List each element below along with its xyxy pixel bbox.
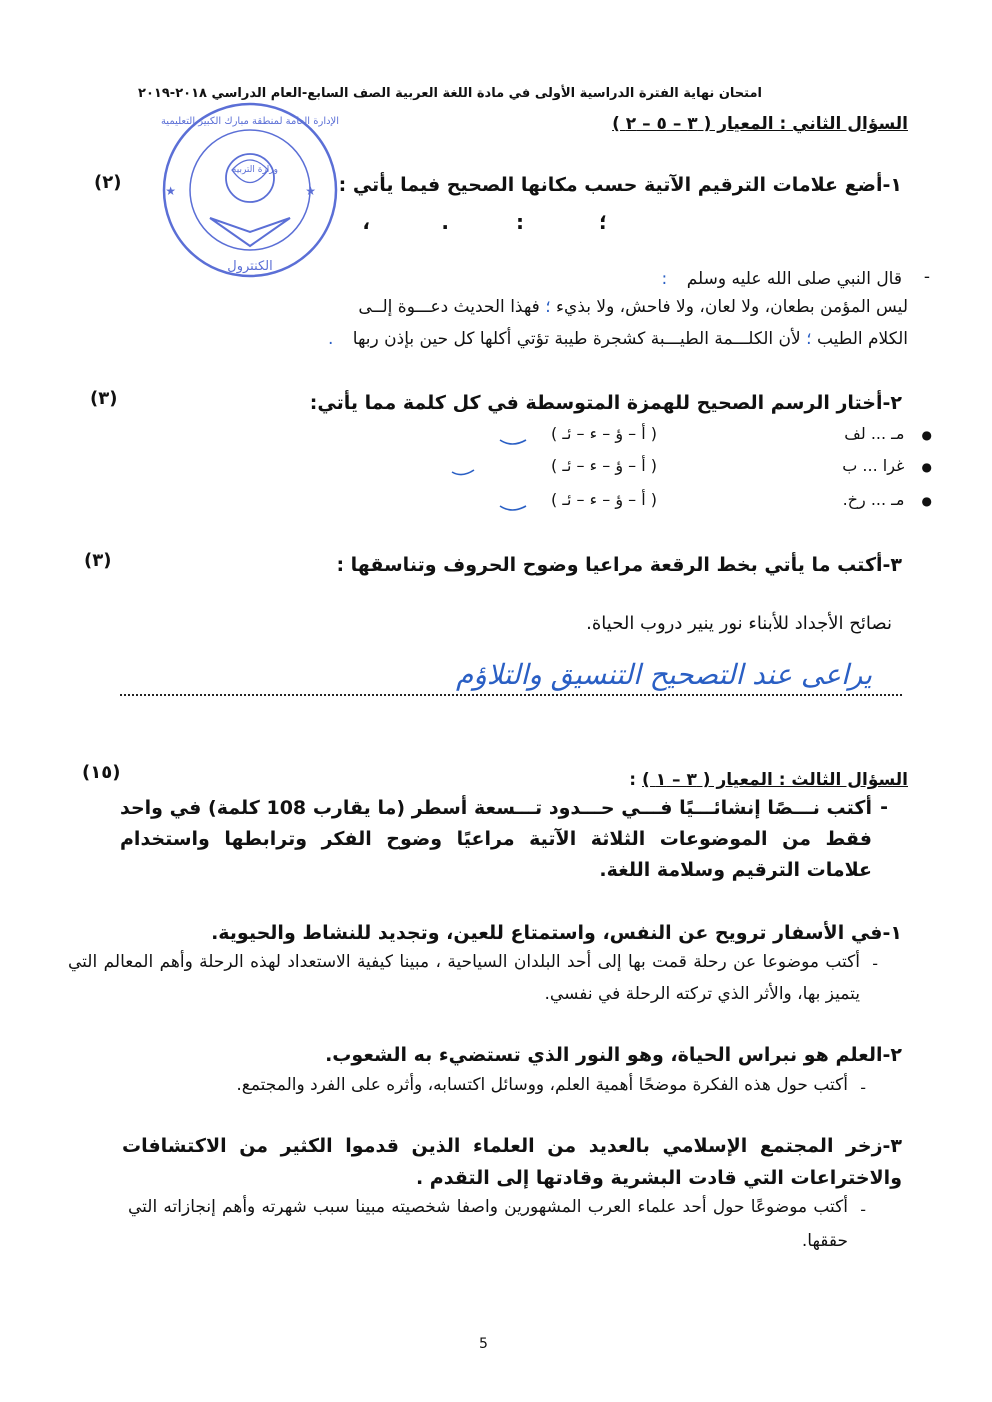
passage-line-3-text: الكلام الطيب [816, 329, 908, 349]
topic-task: أكتب موضوعًا حول أحد علماء العرب المشهورين واصفا شخصيته مبينا سبب شهرته وأهم إنجازاته التي حققها. [128, 1197, 848, 1251]
q2-part2-instruction: ٢-أختار الرسم الصحيح للهمزة المتوسطة في كل كلمة مما يأتي: [309, 392, 902, 414]
handwritten-answer-semicolon-2: ؛ [806, 329, 812, 349]
seal-star-icon: ★ [305, 184, 316, 198]
topic-task: أكتب موضوعا عن رحلة قمت بها إلى أحد البلدان السياحية ، مبينا كيفية الاستعداد لهذه الرحلة وأهم المعالم التي يتميز بها، والأثر الذي تركته الرحلة في نفسي. [68, 952, 860, 1004]
q3-intro: أكتب نـــصًا إنشائـــيًا فـــي حـــدود تـــسعة أسطر (ما يقارب 108 كلمة) في واحد فقط من الموضوعات الثلاثة الآتية مراعيًا وضوح الفكر وترابطها واستخدام علامات الترقيم وسلامة اللغة. [120, 797, 872, 881]
hamza-word: مـ ... رخ. [842, 490, 905, 509]
hamza-word: مـ ... لف [844, 424, 905, 443]
ruqaa-sentence: نصائح الأجداد للأبناء نور ينير دروب الحياة. [586, 613, 892, 634]
exam-header: امتحان نهاية الفترة الدراسية الأولى في مادة اللغة العربية الصف السابع-العام الدراسي ٢٠١٨-٢٠١٩ [138, 86, 762, 101]
page-number: 5 [479, 1336, 488, 1352]
passage-line-1-text: قال النبي صلى الله عليه وسلم [686, 269, 902, 289]
topic-heading: ٣-زخر المجتمع الإسلامي بالعديد من العلماء الذين قدموا الكثير من الاكتشافات والاختراعات التي قادت البشرية وقادتها إلى التقدم . [122, 1135, 902, 1189]
passage-line-2 [358, 292, 908, 323]
topic-heading: ١-في الأسفار ترويح عن النفس، واستمتاع للعين، وتجديد للنشاط والحيوية. [211, 922, 902, 944]
bullet-dash: - [860, 1200, 866, 1219]
handwritten-hamza-marks [440, 420, 580, 520]
handwritten-answer-colon: : [661, 269, 668, 289]
handwritten-answer-semicolon: ؛ [545, 297, 551, 317]
hamza-options: ( أ – ؤ – ء – ئـ ) [550, 424, 657, 443]
seal-star-icon: ★ [165, 184, 176, 198]
bullet-dot-icon: ● [921, 494, 932, 508]
seal-text-bottom: الكنترول [227, 259, 273, 274]
bullet-dash: - [872, 954, 878, 973]
q3-title-colon: : [629, 770, 637, 790]
passage-line-3-rest: لأن الكلـــمة الطيـــبة كشجرة طيبة تؤتي أكلها كل حين بإذن ربها [352, 329, 801, 349]
q3-intro-dash: - [880, 796, 888, 818]
q3-title-row [629, 770, 908, 790]
official-seal-stamp [160, 100, 340, 280]
topic-heading: ٢-العلم هو نبراس الحياة، وهو النور الذي تستضيء به الشعوب. [325, 1044, 902, 1066]
q2-part3-instruction: ٣-أكتب ما يأتي بخط الرقعة مراعيا وضوح الحروف وتناسقها : [336, 554, 902, 576]
q2-part3-marks: (٣) [84, 550, 112, 571]
hamza-word: غرا ... ب [842, 456, 905, 475]
punct-symbol-comma: ، [362, 210, 370, 234]
punct-symbol-semicolon: ؛ [599, 210, 607, 234]
hamza-options: ( أ – ؤ – ء – ئـ ) [550, 456, 657, 475]
handwritten-answer: يراعى عند التصحيح التنسيق والتلاؤم [456, 658, 872, 691]
passage-line-2-rest: فهذا الحديث دعـــوة إلــى [358, 297, 540, 317]
seal-text-top: الإدارة العامة لمنطقة مبارك الكبير التعليمية [160, 116, 340, 127]
q2-part1-instruction: ١-أضع علامات الترقيم الآتية حسب مكانها الصحيح فيما يأتي : [338, 174, 902, 196]
bullet-dash: - [860, 1078, 866, 1097]
handwritten-answer-period: . [327, 329, 334, 349]
q3-title: السؤال الثالث : المعيار ( ٣ – ١ ) [642, 770, 908, 790]
bullet-dot-icon: ● [921, 460, 932, 474]
passage-line-3 [328, 324, 908, 355]
bullet-dot-icon: ● [921, 428, 932, 442]
bullet-dash: - [923, 267, 930, 287]
topic-task: أكتب حول هذه الفكرة موضحًا أهمية العلم، ووسائل اكتسابه، وأثره على الفرد والمجتمع. [236, 1075, 848, 1095]
seal-text-mid: وزارة التربية [231, 165, 278, 175]
punct-symbol-period: . [441, 210, 449, 234]
q2-part2-marks: (٣) [90, 388, 118, 409]
passage-line-2-text: ليس المؤمن بطعان، ولا لعان، ولا فاحش، ولا بذيء [556, 297, 908, 317]
passage-line-1 [662, 264, 902, 295]
q2-part1-marks: (٢) [94, 172, 122, 193]
punct-symbol-colon: : [516, 210, 524, 234]
hamza-options: ( أ – ؤ – ء – ئـ ) [550, 490, 657, 509]
q3-marks: (١٥) [82, 762, 121, 783]
q2-title: السؤال الثاني : المعيار ( ٣ – ٥ – ٢ ) [612, 114, 908, 134]
